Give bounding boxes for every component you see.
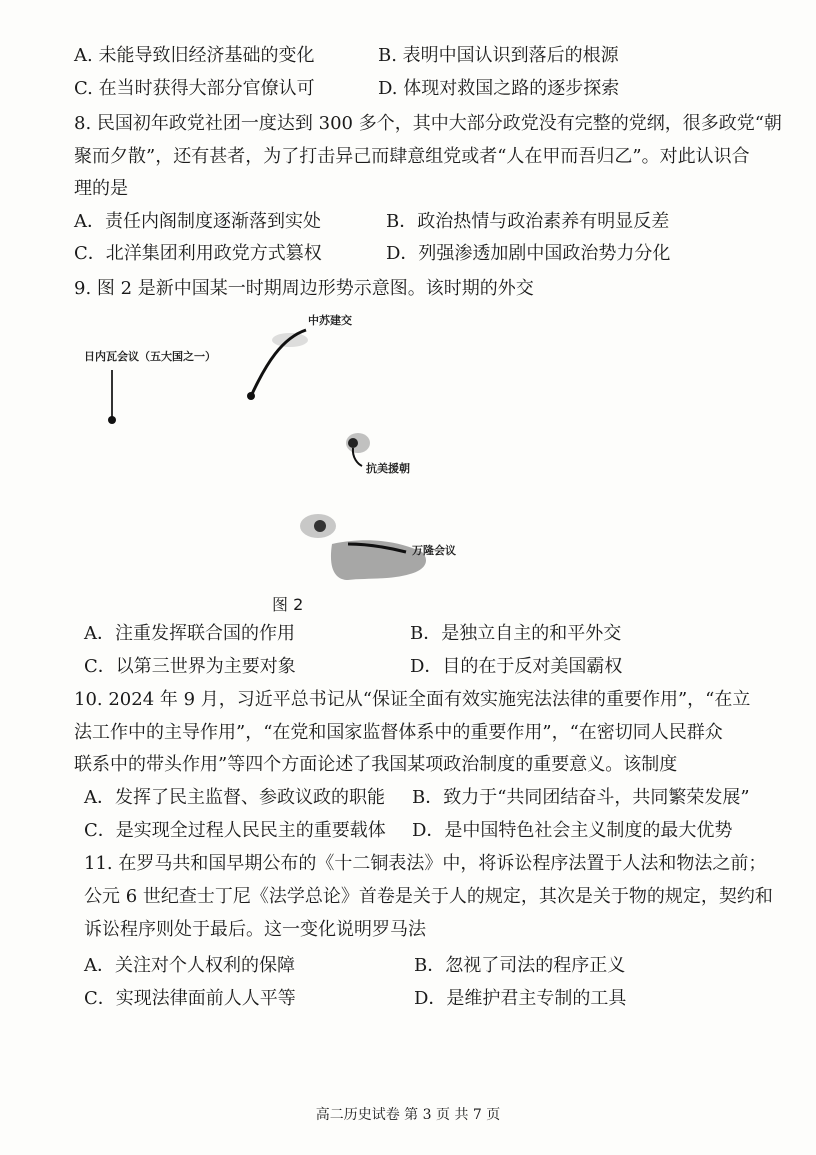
q8-stem-line-2: 聚而夕散”，还有甚者，为了打击异己而肆意组党或者“人在甲而吾归乙”。对此认识合 [74, 146, 750, 167]
q9-option-b: B．是独立自主的和平外交 [410, 623, 622, 644]
q9-figure [70, 308, 530, 598]
q8-stem-line-1: 8. 民国初年政党社团一度达到 300 多个，其中大部分政党没有完整的党纲，很多政党“朝 [74, 113, 782, 134]
q9-option-a: A．注重发挥联合国的作用 [84, 623, 295, 644]
q7-option-b: B. 表明中国认识到落后的根源 [378, 45, 619, 66]
q7-option-d: D. 体现对救国之路的逐步探索 [378, 78, 620, 99]
q8-option-a: A．责任内阁制度逐渐落到实处 [74, 211, 321, 232]
label-bandung: 万隆会议 [412, 544, 456, 557]
q10-option-c: C．是实现全过程人民民主的重要载体 [84, 820, 386, 841]
label-korea: 抗美援朝 [366, 462, 410, 475]
geneva-dot [108, 416, 116, 424]
q11-option-b: B．忽视了司法的程序正义 [414, 955, 626, 976]
q11-stem-line-1: 11. 在罗马共和国早期公布的《十二铜表法》中，将诉讼程序法置于人法和物法之前； [84, 853, 767, 874]
q11-stem-line-3: 诉讼程序则处于最后。这一变化说明罗马法 [84, 919, 426, 940]
page-footer: 高二历史试卷 第 3 页 共 7 页 [315, 1107, 501, 1123]
q8-stem-line-3: 理的是 [74, 178, 128, 199]
q11-stem-line-2: 公元 6 世纪查士丁尼《法学总论》首卷是关于人的规定，其次是关于物的规定，契约和 [84, 886, 773, 907]
q10-option-b: B．致力于“共同团结奋斗，共同繁荣发展” [412, 787, 750, 808]
q9-option-d: D．目的在于反对美国霸权 [410, 656, 623, 677]
q9-option-c: C．以第三世界为主要对象 [84, 656, 296, 677]
q7-option-c: C. 在当时获得大部分官僚认可 [74, 78, 315, 99]
q8-option-d: D．列强渗透加剧中国政治势力分化 [386, 243, 671, 264]
q9-stem: 9. 图 2 是新中国某一时期周边形势示意图。该时期的外交 [74, 278, 534, 299]
q11-option-c: C．实现法律面前人人平等 [84, 988, 296, 1009]
figure-caption: 图 2 [272, 595, 304, 614]
q9-figure-svg [70, 308, 530, 598]
label-geneva: 日内瓦会议（五大国之一） [84, 350, 216, 363]
q8-option-b: B．政治热情与政治素养有明显反差 [386, 211, 670, 232]
q10-stem-line-1: 10. 2024 年 9 月，习近平总书记从“保证全面有效实施宪法法律的重要作用”，“在立 [74, 689, 751, 710]
q11-option-d: D．是维护君主专制的工具 [414, 988, 627, 1009]
q8-option-c: C．北洋集团利用政党方式篡权 [74, 243, 322, 264]
q7-option-a: A. 未能导致旧经济基础的变化 [74, 45, 315, 66]
q10-option-a: A．发挥了民主监督、参政议政的职能 [84, 787, 385, 808]
q11-option-a: A．关注对个人权利的保障 [84, 955, 295, 976]
korea-dot [348, 438, 358, 448]
q10-stem-line-2: 法工作中的主导作用”，“在党和国家监督体系中的重要作用”，“在密切同人民群众 [74, 722, 723, 743]
q10-option-d: D．是中国特色社会主义制度的最大优势 [412, 820, 733, 841]
sino-soviet-dot [247, 392, 255, 400]
label-sino-soviet: 中苏建交 [308, 314, 352, 327]
q10-stem-line-3: 联系中的带头作用”等四个方面论述了我国某项政治制度的重要意义。该制度 [74, 754, 678, 775]
bandung-dot [314, 520, 326, 532]
